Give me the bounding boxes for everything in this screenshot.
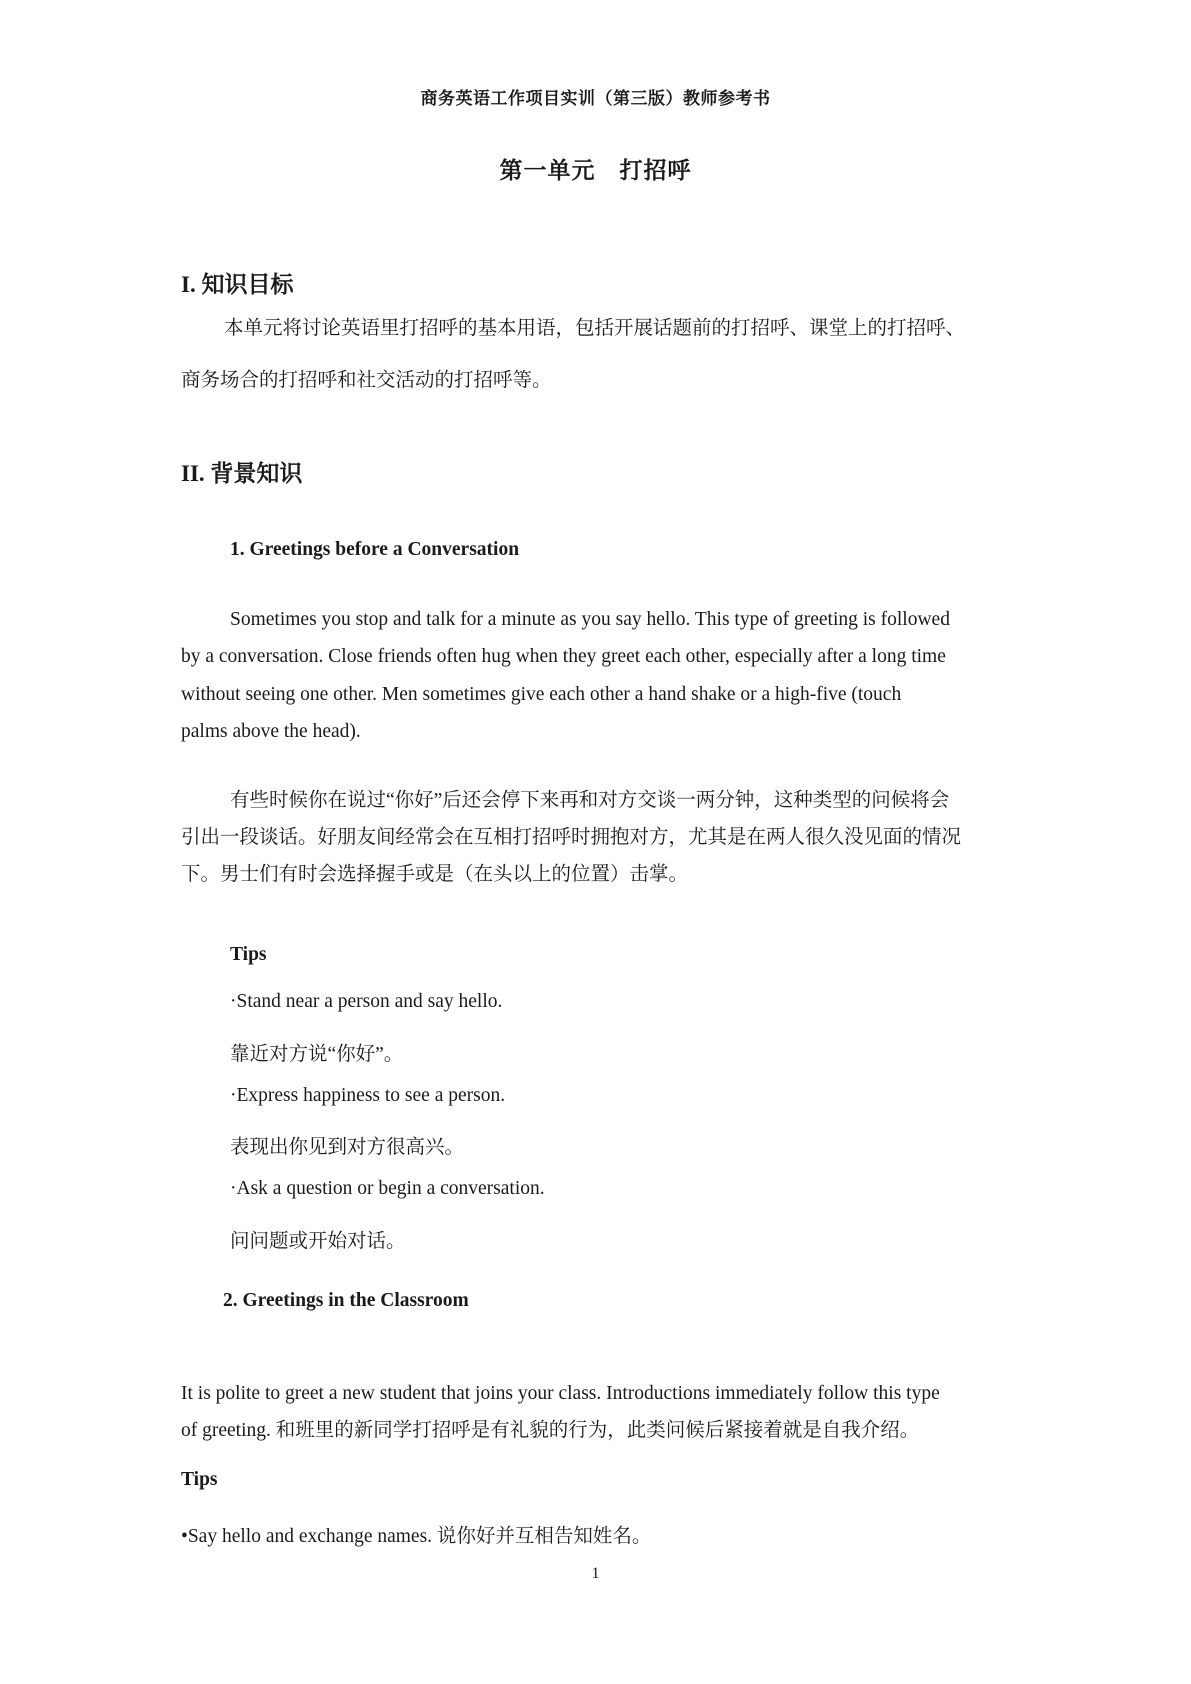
tip-line: ·Stand near a person and say hello.: [230, 991, 503, 1012]
section-heading-background: II. 背景知识: [181, 461, 303, 486]
page-number: 1: [591, 1565, 600, 1582]
tip-line: ·Express happiness to see a person.: [230, 1085, 506, 1106]
paragraph-line: 商务场合的打招呼和社交活动的打招呼等。: [181, 370, 552, 391]
book-title: 商务英语工作项目实训（第三版）教师参考书: [420, 89, 771, 108]
sub-heading-greetings-conversation: 1. Greetings before a Conversation: [230, 539, 520, 560]
tips-label: Tips: [181, 1469, 218, 1490]
section-heading-knowledge-goals: I. 知识目标: [181, 272, 294, 297]
paragraph-line: 本单元将讨论英语里打招呼的基本用语，包括开展话题前的打招呼、课堂上的打招呼、: [224, 318, 966, 339]
paragraph-line: 引出一段谈话。好朋友间经常会在互相打招呼时拥抱对方，尤其是在两人很久没见面的情况: [181, 827, 962, 848]
paragraph-line: palms above the head).: [181, 721, 361, 742]
tip-line: ·Ask a question or begin a conversation.: [230, 1178, 545, 1199]
paragraph-line: 下。男士们有时会选择握手或是（在头以上的位置）击掌。: [181, 864, 689, 885]
paragraph-line: without seeing one other. Men sometimes give each other a hand shake or a high-five (touch: [181, 684, 902, 705]
tip-line: 问问题或开始对话。: [230, 1231, 406, 1252]
sub-heading-greetings-classroom: 2. Greetings in the Classroom: [223, 1290, 469, 1311]
paragraph-line: 有些时候你在说过“你好”后还会停下来再和对方交谈一两分钟，这种类型的问候将会: [230, 790, 950, 811]
tip-line: •Say hello and exchange names. 说你好并互相告知姓名。: [181, 1526, 652, 1547]
tips-label: Tips: [230, 944, 267, 965]
paragraph-line: by a conversation. Close friends often hug when they greet each other, especially after a long time: [181, 646, 946, 667]
paragraph-line: of greeting. 和班里的新同学打招呼是有礼貌的行为，此类问候后紧接着就是自我介绍。: [181, 1420, 920, 1441]
tip-line: 表现出你见到对方很高兴。: [230, 1137, 465, 1158]
tip-line: 靠近对方说“你好”。: [230, 1044, 404, 1065]
unit-title: 第一单元 打招呼: [499, 158, 692, 183]
paragraph-line: Sometimes you stop and talk for a minute as you say hello. This type of greeting is followed: [230, 609, 950, 630]
paragraph-line: It is polite to greet a new student that joins your class. Introductions immediately follow this type: [181, 1383, 940, 1404]
